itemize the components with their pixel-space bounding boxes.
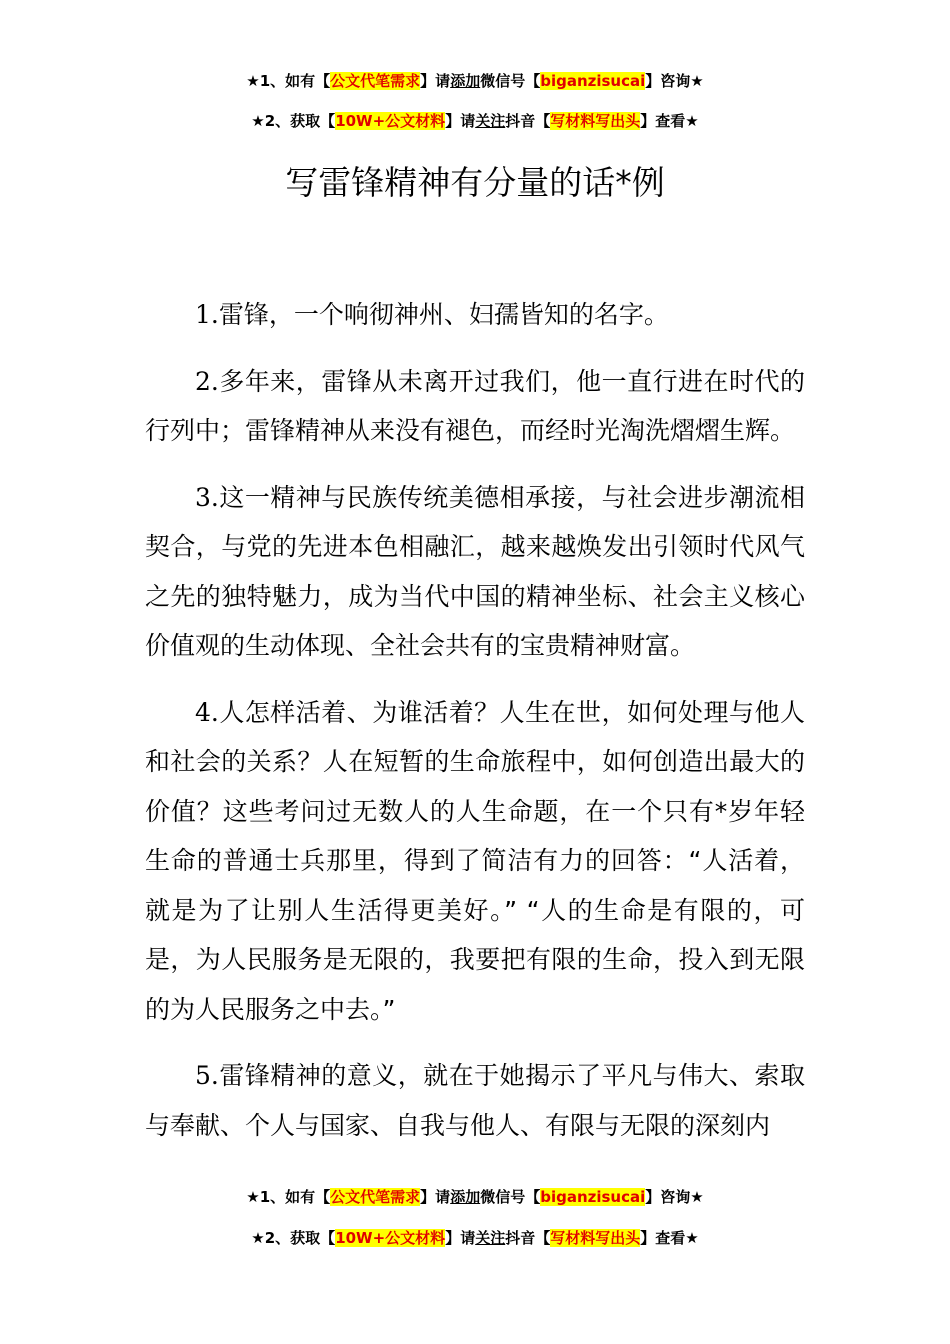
header-line1-prefix: ★1、如有【 bbox=[246, 72, 331, 90]
footer-line2-prefix: ★2、获取【 bbox=[251, 1229, 336, 1247]
paragraph-number: 5. bbox=[195, 1061, 219, 1090]
footer-line1-wechat-label: 微信号【 bbox=[480, 1188, 541, 1206]
footer-line2-suffix: 】查看★ bbox=[640, 1229, 699, 1247]
header-promo-line-1 bbox=[0, 71, 950, 91]
footer-promo-line-1 bbox=[0, 1187, 950, 1207]
paragraph-2 bbox=[145, 357, 805, 456]
footer-line1-highlight-service: 公文代笔需求 bbox=[330, 1188, 421, 1206]
paragraph-text: 雷锋精神的意义，就在于她揭示了平凡与伟大、索取与奉献、个人与国家、自我与他人、有限与无限的深刻内 bbox=[145, 1061, 805, 1140]
footer-line1-prefix: ★1、如有【 bbox=[246, 1188, 331, 1206]
footer-line2-douyin-id: 写材料写出头 bbox=[550, 1229, 641, 1247]
header-line1-wechat-id: biganzisucai bbox=[540, 72, 646, 90]
header-line2-follow-link: 关注 bbox=[475, 112, 506, 130]
paragraph-number: 3. bbox=[195, 482, 219, 512]
header-line1-highlight-service: 公文代笔需求 bbox=[330, 72, 421, 90]
footer-line1-wechat-id: biganzisucai bbox=[540, 1188, 646, 1206]
header-line2-mid: 】请 bbox=[445, 112, 476, 130]
header-line2-douyin-id: 写材料写出头 bbox=[550, 112, 641, 130]
header-line2-suffix: 】查看★ bbox=[640, 112, 699, 130]
paragraph-3 bbox=[145, 473, 805, 671]
footer-line1-add-link: 添加 bbox=[450, 1188, 481, 1206]
paragraph-text: 人怎样活着、为谁活着？人生在世，如何处理与他人和社会的关系？人在短暂的生命旅程中，如何创造出最大的价值？这些考问过无数人的人生命题，在一个只有*岁年轻生命的普通士兵那里，得到了简洁有力的回答：“人活着，就是为了让别人生活得更美好。” “人的生命是有限的，可是，为人民服务是无限的，我要把有限的生命，投入到无限的为人民服务之中去。” bbox=[145, 697, 805, 1024]
footer-line2-douyin-label: 抖音【 bbox=[505, 1229, 551, 1247]
footer-line2-mid: 】请 bbox=[445, 1229, 476, 1247]
footer-promo-line-2 bbox=[0, 1228, 950, 1248]
paragraph-4 bbox=[145, 688, 805, 1035]
footer-line1-suffix: 】咨询★ bbox=[645, 1188, 704, 1206]
paragraph-number: 1. bbox=[195, 300, 219, 329]
paragraph-text: 雷锋，一个响彻神州、妇孺皆知的名字。 bbox=[218, 300, 669, 329]
paragraph-text: 多年来，雷锋从未离开过我们，他一直行进在时代的行列中；雷锋精神从来没有褪色，而经时光淘洗熠熠生辉。 bbox=[145, 366, 805, 445]
paragraph-1 bbox=[145, 290, 805, 340]
header-line1-wechat-label: 微信号【 bbox=[480, 72, 541, 90]
header-line2-douyin-label: 抖音【 bbox=[505, 112, 551, 130]
footer-line2-follow-link: 关注 bbox=[475, 1229, 506, 1247]
paragraph-text: 这一精神与民族传统美德相承接，与社会进步潮流相契合，与党的先进本色相融汇，越来越焕发出引领时代风气之先的独特魅力，成为当代中国的精神坐标、社会主义核心价值观的生动体现、全社会共有的宝贵精神财富。 bbox=[145, 482, 805, 660]
header-line1-mid: 】请 bbox=[420, 72, 451, 90]
header-line2-prefix: ★2、获取【 bbox=[251, 112, 336, 130]
footer-line1-mid: 】请 bbox=[420, 1188, 451, 1206]
header-line1-add-link: 添加 bbox=[450, 72, 481, 90]
paragraph-5 bbox=[145, 1051, 805, 1150]
document-body bbox=[145, 290, 805, 1150]
header-line1-suffix: 】咨询★ bbox=[645, 72, 704, 90]
header-line2-highlight-materials: 10W+公文材料 bbox=[335, 112, 446, 130]
header-promo-line-2 bbox=[0, 111, 950, 131]
page-title: 写雷锋精神有分量的话*例 bbox=[285, 163, 665, 202]
footer-line2-highlight-materials: 10W+公文材料 bbox=[335, 1229, 446, 1247]
paragraph-number: 2. bbox=[195, 366, 219, 396]
paragraph-number: 4. bbox=[195, 697, 219, 727]
